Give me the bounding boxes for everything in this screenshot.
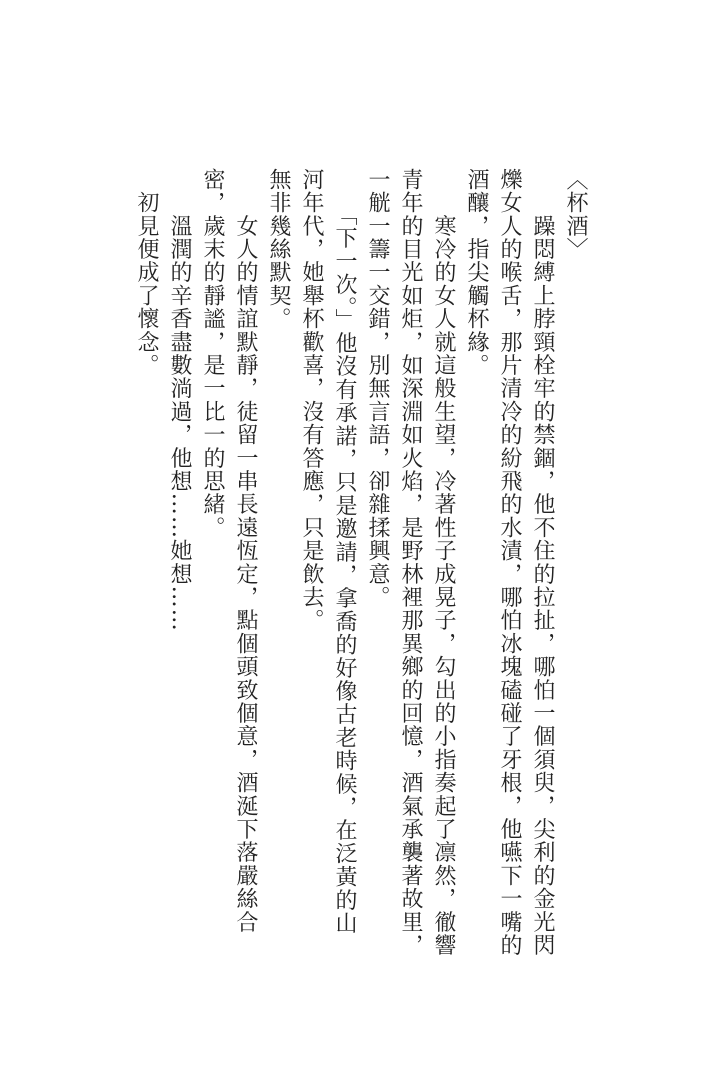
text-column: 青年的目光如炬，如深淵如火焰，是野林裡那異鄉的回憶，酒氣承襲著故里， bbox=[398, 168, 423, 957]
text-column: 躁悶縛上脖頸栓牢的禁錮，他不住的拉扯，哪怕一個須臾，尖利的金光閃 bbox=[530, 168, 555, 957]
text-column: 酒釀，指尖觸杯緣。 bbox=[464, 168, 489, 377]
title-line: 〈杯酒〉 bbox=[563, 168, 588, 261]
text-column: 密，歲末的靜謐，是一比一的思緒。 bbox=[200, 168, 225, 540]
text-column: 寒冷的女人就這般生望，冷著性子成晃子，勾出的小指奏起了凛然，徹響 bbox=[431, 168, 456, 957]
text-column: 「下一次。」他沒有承諾，只是邀請，拿喬的好像古老時候，在泛黃的山 bbox=[332, 168, 357, 935]
text-column: 溫潤的辛香盡數淌過，他想……她想…… bbox=[167, 168, 192, 632]
text-column: 河年代，她舉杯歡喜，沒有答應，只是飲去。 bbox=[299, 168, 324, 632]
text-column: 女人的情誼默靜，徒留一串長遠恆定，點個頭致個意，酒涎下落嚴絲合 bbox=[233, 168, 258, 934]
text-column: 爍女人的喉舌，那片清冷的紛飛的水漬，哪怕冰塊磕碰了牙根，他嚥下一嘴的 bbox=[497, 168, 522, 957]
text-column: 無非幾絲默契。 bbox=[266, 168, 291, 331]
text-column: 一觥一籌一交錯，別無言語，卻雜揉興意。 bbox=[365, 168, 390, 609]
text-column: 初見便成了懷念。 bbox=[134, 168, 159, 377]
